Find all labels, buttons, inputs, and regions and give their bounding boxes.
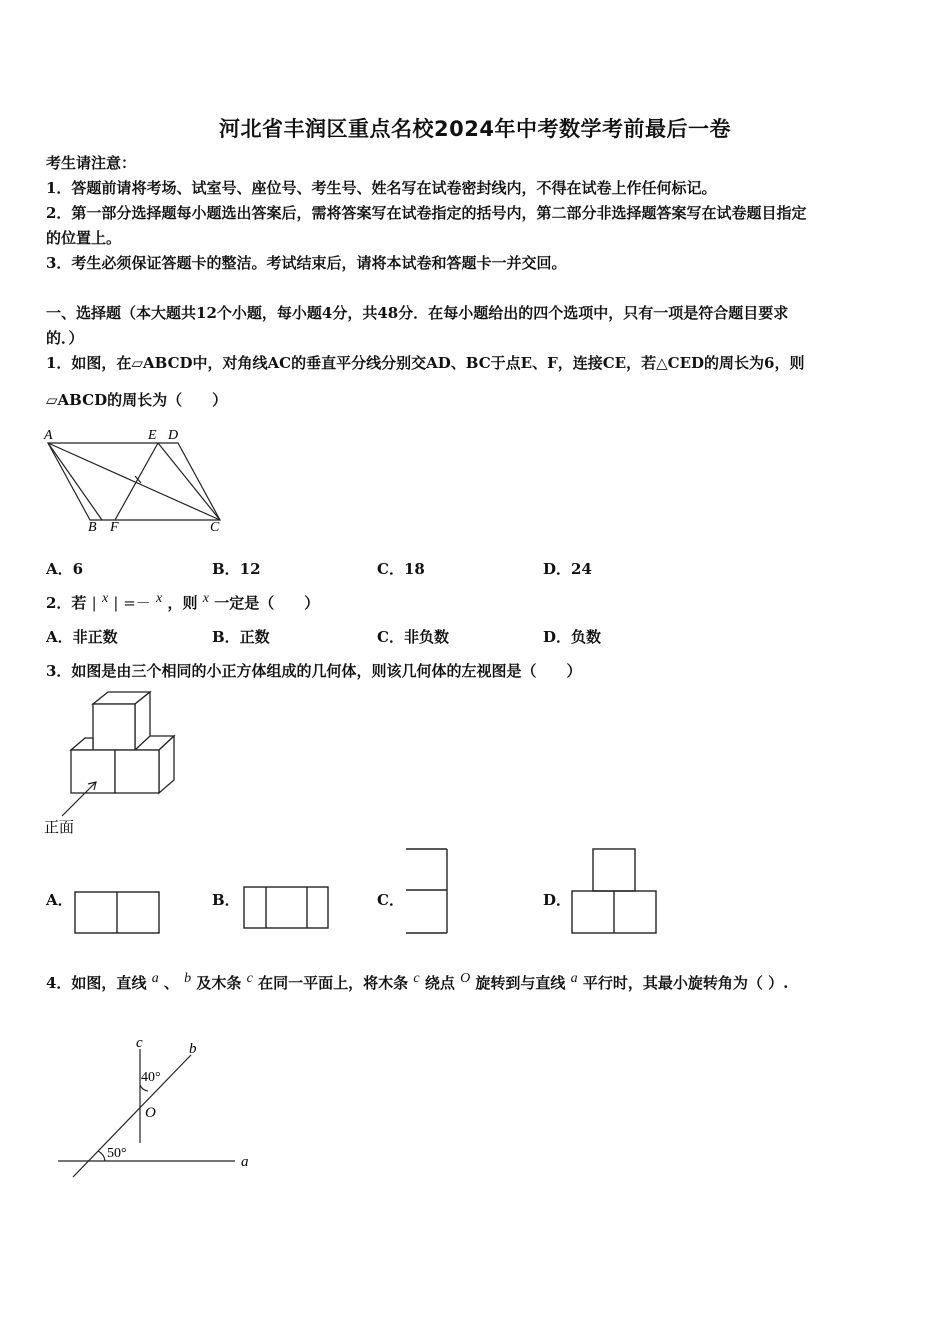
q3-option-d-view[interactable] xyxy=(571,848,661,936)
q4-text-2: 及木条 xyxy=(196,974,242,992)
q4-lines-figure xyxy=(55,1035,265,1185)
q3-front-label: 正面 xyxy=(44,820,75,836)
q1-stem-cont: ▱ABCD的周长为（ ） xyxy=(46,391,228,409)
notice-item-1: 1．答题前请将考场、试室号、座位号、考生号、姓名写在试卷密封线内，不得在试卷上作任何标记。 xyxy=(46,179,717,197)
section-heading: 一、选择题（本大题共12个小题，每小题4分，共48分．在每小题给出的四个选项中，只有一项是符合题目要求 xyxy=(46,304,789,322)
q2-option-c[interactable]: C．非负数 xyxy=(377,628,449,646)
notice-item-2-cont: 的位置上。 xyxy=(46,229,122,247)
q3-option-c-view[interactable] xyxy=(405,848,451,936)
q4-label-b: b xyxy=(189,1041,197,1057)
q2-var-x1: x xyxy=(101,591,109,606)
q4-label-o: O xyxy=(145,1105,156,1121)
q4-var-a2: a xyxy=(570,971,578,986)
q2-option-d[interactable]: D．负数 xyxy=(543,628,602,646)
q2-stem xyxy=(46,592,319,613)
q4-text-1: 4．如图，直线 xyxy=(46,974,147,992)
q2-then: ，则 xyxy=(167,594,198,612)
q2-var-x2: x xyxy=(156,591,163,606)
q4-label-c: c xyxy=(136,1035,143,1051)
q4-stem xyxy=(46,972,788,993)
q2-abs-open: | xyxy=(91,594,97,612)
notice-item-2: 2．第一部分选择题每小题选出答案后，需将答案写在试卷指定的括号内，第二部分非选择题答案写在试卷题目指定 xyxy=(46,204,807,222)
q1-option-d[interactable]: D．24 xyxy=(543,560,592,578)
q2-var-x3: x xyxy=(202,591,209,606)
q4-label-angle-40: 40° xyxy=(141,1070,161,1085)
q2-abs-eq: | =－ xyxy=(113,594,151,612)
q4-text-6: 平行时，其最小旋转角为（ ）. xyxy=(582,974,789,992)
q4-label-angle-50: 50° xyxy=(107,1146,127,1161)
q3-stem: 3．如图是由三个相同的小正方体组成的几何体，则该几何体的左视图是（ ） xyxy=(46,662,582,680)
section-heading-cont: 的．） xyxy=(46,329,84,347)
q1-label-d: D xyxy=(168,428,179,443)
q1-parallelogram-figure xyxy=(40,425,230,535)
q3-option-b-label[interactable]: B． xyxy=(212,891,240,909)
q4-text-4: 绕点 xyxy=(424,974,455,992)
q1-label-e: E xyxy=(148,428,157,443)
q2-prefix: 2．若 xyxy=(46,594,87,612)
q1-stem: 1．如图，在▱ABCD中，对角线AC的垂直平分线分别交AD、BC于点E、F，连接CE，若△CED的周长为6，则 xyxy=(46,354,805,372)
q1-label-f: F xyxy=(110,520,119,535)
q3-option-a-view[interactable] xyxy=(74,891,162,935)
q2-option-b[interactable]: B．正数 xyxy=(212,628,270,646)
q4-text-3: 在同一平面上，将木条 xyxy=(258,974,409,992)
q4-var-a1: a xyxy=(151,971,159,986)
q1-option-a[interactable]: A．6 xyxy=(46,560,84,578)
q2-option-a[interactable]: A．非正数 xyxy=(46,628,118,646)
page-title: 河北省丰润区重点名校2024年中考数学考前最后一卷 xyxy=(219,117,731,141)
q3-option-b-view[interactable] xyxy=(243,886,331,932)
notice-heading: 考生请注意： xyxy=(46,154,137,172)
q1-label-c: C xyxy=(210,520,220,535)
q1-label-b: B xyxy=(88,520,97,535)
q4-label-a: a xyxy=(241,1154,249,1170)
q4-var-b1: b xyxy=(184,971,192,986)
q3-option-c-label[interactable]: C． xyxy=(377,891,404,909)
q4-var-c1: c xyxy=(246,971,253,986)
q1-option-c[interactable]: C．18 xyxy=(377,560,425,578)
q3-option-d-label[interactable]: D． xyxy=(543,891,572,909)
q3-cubes-figure xyxy=(40,688,190,838)
q4-var-c2: c xyxy=(413,971,420,986)
q1-option-b[interactable]: B．12 xyxy=(212,560,261,578)
q3-option-a-label[interactable]: A． xyxy=(46,891,73,909)
q2-suffix: 一定是（ ） xyxy=(214,594,320,612)
q4-text-5: 旋转到与直线 xyxy=(475,974,566,992)
notice-item-3: 3．考生必须保证答题卡的整洁。考试结束后，请将本试卷和答题卡一并交回。 xyxy=(46,254,567,272)
q1-label-a: A xyxy=(44,428,53,443)
q4-var-o1: O xyxy=(460,971,471,986)
q4-sep: 、 xyxy=(163,974,179,992)
